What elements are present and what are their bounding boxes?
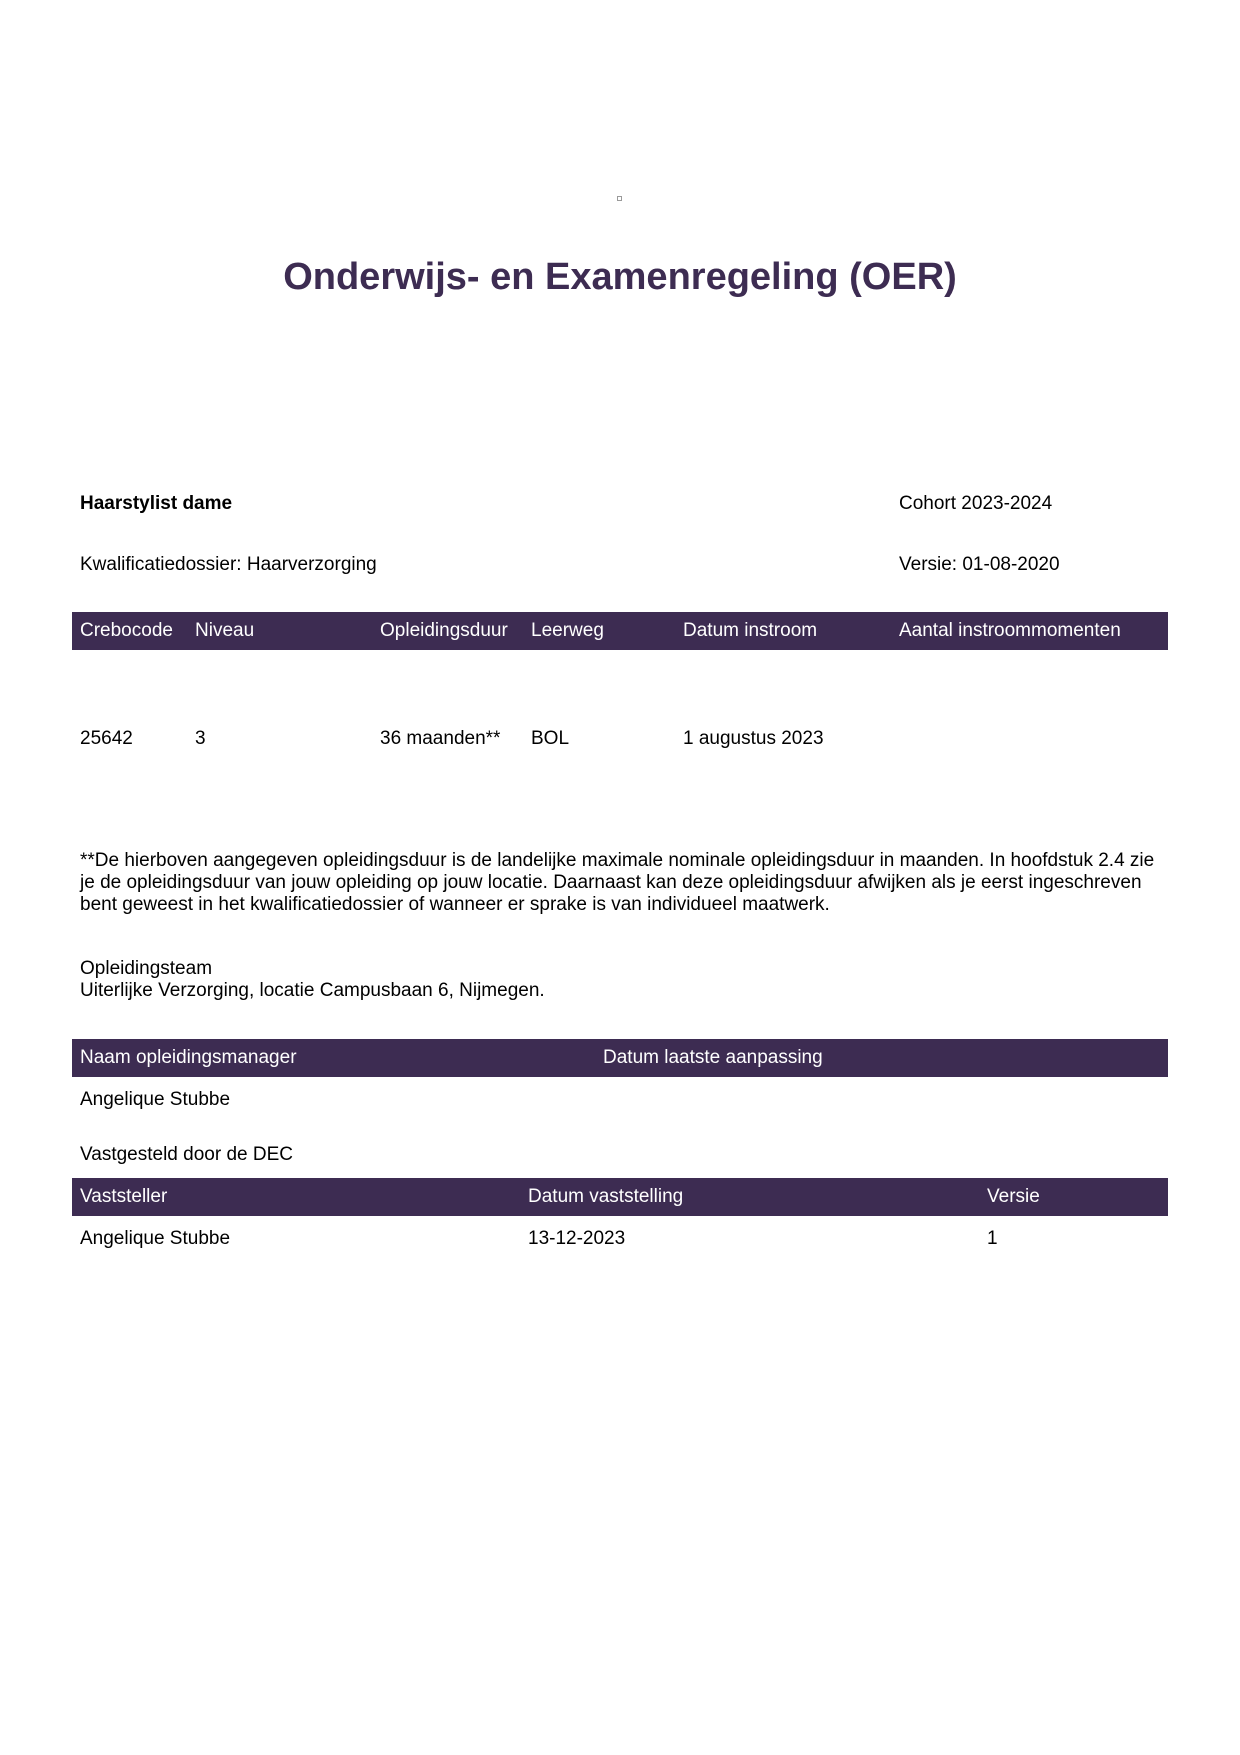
cell-crebocode: 25642 (80, 728, 133, 749)
team-block (80, 958, 545, 1002)
header-datum-instroom: Datum instroom (683, 620, 818, 641)
cell-leerweg: BOL (531, 728, 570, 749)
cell-niveau: 3 (195, 728, 206, 749)
qualification-file: Kwalificatiedossier: Haarverzorging (80, 554, 377, 575)
header-vaststeller: Vaststeller (80, 1186, 168, 1207)
manager-table-header (72, 1039, 1168, 1077)
header-datum-vaststelling: Datum vaststelling (528, 1186, 684, 1207)
cell-vaststeller: Angelique Stubbe (80, 1228, 231, 1249)
table-row (72, 728, 1168, 752)
footnote: **De hierboven aangegeven opleidingsduur is de landelijke maximale nominale opleidingsduur in maanden. In hoofdstuk 2.4 zie je de opleidingsduur van jouw opleiding op jouw locatie. Daarnaast kan deze opleidingsduur afwijken als je eerst ingeschreven bent geweest in het kwalificatiedossier of wanneer er sprake is van individueel maatwerk. (80, 850, 1155, 915)
cell-manager-name: Angelique Stubbe (80, 1089, 231, 1110)
document-title: Onderwijs- en Examenregeling (OER) (283, 256, 957, 298)
cell-opleidingsduur: 36 maanden** (380, 728, 501, 749)
version-label: Versie: 01-08-2020 (899, 554, 1060, 575)
header-opleidingsduur: Opleidingsduur (380, 620, 508, 641)
cell-datum-instroom: 1 augustus 2023 (683, 728, 824, 749)
program-table-header (72, 612, 1168, 650)
header-crebocode: Crebocode (80, 620, 173, 641)
image-placeholder-icon (617, 196, 622, 201)
table-row (72, 1228, 1168, 1252)
program-name: Haarstylist dame (80, 493, 233, 514)
header-versie: Versie (987, 1186, 1040, 1207)
header-naam-opleidingsmanager: Naam opleidingsmanager (80, 1047, 297, 1068)
header-niveau: Niveau (195, 620, 255, 641)
approval-table-header (72, 1178, 1168, 1216)
table-row (72, 1089, 1168, 1113)
team-label: Opleidingsteam (80, 958, 213, 979)
team-location: Uiterlijke Verzorging, locatie Campusbaan 6, Nijmegen. (80, 980, 545, 1001)
cell-datum-vaststelling: 13-12-2023 (528, 1228, 626, 1249)
cell-versie: 1 (987, 1228, 998, 1249)
header-leerweg: Leerweg (531, 620, 604, 641)
approval-label: Vastgesteld door de DEC (80, 1144, 293, 1165)
header-datum-laatste-aanpassing: Datum laatste aanpassing (603, 1047, 823, 1068)
cohort-label: Cohort 2023-2024 (899, 493, 1053, 514)
header-aantal-instroommomenten: Aantal instroommomenten (899, 620, 1121, 641)
